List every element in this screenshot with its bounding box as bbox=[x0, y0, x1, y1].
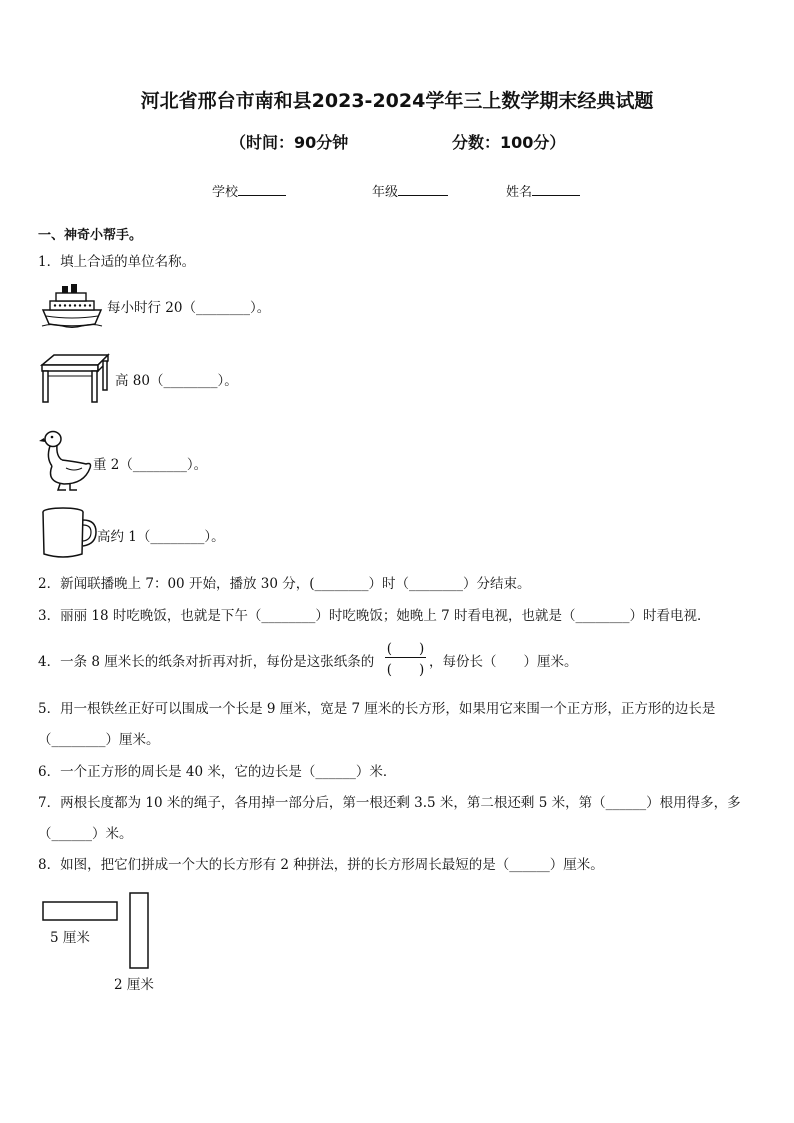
question-2: 2．新闻联播晚上 7：00 开始，播放 30 分，(________）时（________）分结束。 bbox=[38, 576, 531, 592]
table-icon bbox=[40, 352, 110, 404]
fraction-denominator: ( ) bbox=[386, 662, 425, 678]
vertical-rectangle bbox=[130, 893, 148, 968]
exam-score: 分数：100分） bbox=[452, 133, 566, 152]
question-1-item-3: 重 2（________）。 bbox=[93, 457, 208, 473]
question-1-item-2: 高 80（________）。 bbox=[115, 373, 238, 389]
question-6: 6．一个正方形的周长是 40 米，它的边长是（______）米． bbox=[38, 764, 397, 780]
school-blank bbox=[238, 181, 286, 196]
question-1-item-4: 高约 1（________）。 bbox=[97, 529, 225, 545]
goose-icon bbox=[40, 428, 92, 492]
question-5-line-2: （________）厘米。 bbox=[38, 732, 160, 748]
exam-time: （时间：90分钟 bbox=[230, 133, 349, 152]
question-4-fraction bbox=[383, 637, 428, 678]
question-4-text: 4．一条 8 厘米长的纸条对折再对折，每份是这张纸条的 bbox=[38, 654, 375, 670]
grade-blank bbox=[398, 181, 448, 196]
section-heading: 一、神奇小帮手。 bbox=[38, 228, 143, 243]
question-7-line-1: 7．两根长度都为 10 米的绳子，各用掉一部分后，第一根还剩 3.5 米，第二根还剩 5 米，第（______）根用得多，多 bbox=[38, 795, 741, 811]
question-1: 1．填上合适的单位名称。 bbox=[38, 254, 196, 270]
horizontal-rectangle bbox=[43, 902, 117, 920]
question-1-item-1: 每小时行 20（________）。 bbox=[107, 300, 271, 316]
name-blank bbox=[532, 181, 580, 196]
page-title: 河北省邢台市南和县2023-2024学年三上数学期末经典试题 bbox=[140, 90, 654, 112]
horizontal-rectangle-label: 5 厘米 bbox=[50, 930, 90, 946]
question-4-text-after: ，每份长（ ）厘米。 bbox=[429, 654, 578, 670]
question-3: 3．丽丽 18 时吃晚饭，也就是下午（________）时吃晚饭；她晚上 7 时看电视，也就是（________）时看电视． bbox=[38, 608, 711, 624]
grade-label: 年级 bbox=[372, 185, 399, 200]
ship-icon bbox=[40, 282, 104, 328]
name-label: 姓名 bbox=[506, 185, 533, 200]
school-field bbox=[212, 181, 286, 200]
vertical-rectangle-label: 2 厘米 bbox=[114, 977, 154, 993]
fraction-numerator: ( ) bbox=[386, 641, 425, 657]
question-5-line-1: 5．用一根铁丝正好可以围成一个长是 9 厘米，宽是 7 厘米的长方形，如果用它来围一个正方形，正方形的边长是 bbox=[38, 701, 716, 717]
grade-field bbox=[372, 181, 448, 200]
cup-icon bbox=[40, 506, 98, 560]
question-8: 8．如图，把它们拼成一个大的长方形有 2 种拼法，拼的长方形周长最短的是（______）厘米。 bbox=[38, 857, 604, 873]
name-field bbox=[506, 181, 580, 200]
question-7-line-2: （______）米。 bbox=[38, 826, 133, 842]
school-label: 学校 bbox=[212, 185, 239, 200]
